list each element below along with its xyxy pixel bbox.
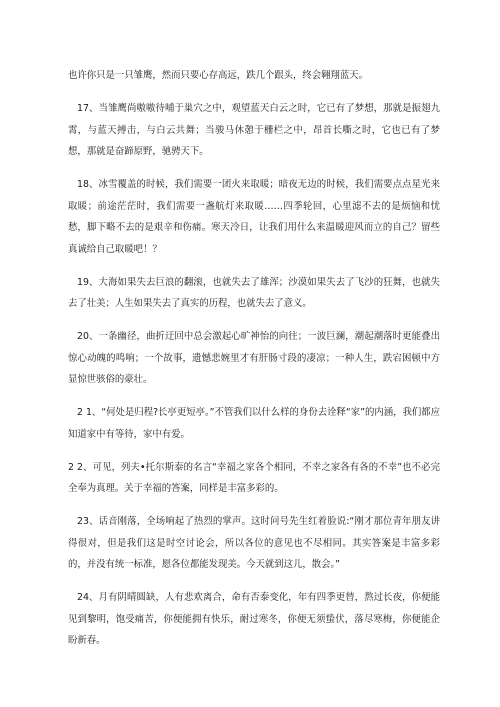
paragraph-21: 2 1、“何处是归程?长亭更短亭。”不管我们以什么样的身份去诠释“家”的内涵，我们都应知道家中有等待，家中有爱。 — [68, 407, 440, 440]
paragraph-24: 24、月有阴晴圆缺，人有悲欢离合，命有否泰变化，年有四季更替，熬过长夜，你便能见到黎明，饱受痛苦，你便能拥有快乐，耐过寒冬，你便无须蛰伏，落尽寒梅，你便能企盼新春。 — [68, 592, 440, 646]
document-page — [68, 65, 440, 663]
paragraph-23: 23、话音刚落，全场响起了热烈的掌声。这时问号先生红着脸说:“刚才那位青年朋友讲得很对，但是我们这是时空讨论会，所以各位的意见也不尽相同。其实答案是丰富多彩的，并没有统一标准，愿各位都能发现美。今天就到这儿，散会。” — [68, 516, 440, 570]
paragraph-intro: 也许你只是一只雏鹰，然而只要心存高远，跌几个跟头，终会翱翔蓝天。 — [68, 70, 369, 81]
paragraph-22: 2 2、可见，列夫•托尔斯泰的名言“幸福之家各个相同，不幸之家各有各的不幸”也不必完全奉为真理。关于幸福的答案，同样是丰富多彩的。 — [68, 461, 440, 494]
paragraph-17: 17、当雏鹰尚嗷嗷待哺于巢穴之中，观望蓝天白云之时，它已有了梦想，那就是振翅九霄，与蓝天搏击，与白云共舞；当骏马休憩于栅栏之中，昂首长嘶之时，它也已有了梦想，那就是奋蹄原野，驰骋天下。 — [68, 103, 440, 157]
paragraph-20: 20、一条幽径，曲折迂回中总会激起心旷神怡的向往；一波巨澜，潮起潮落时更能叠出惊心动魄的鸣响；一个故事，遗憾悲婉里才有肝肠寸段的凄凉；一种人生，跌宕困顿中方显惊世骇俗的豪壮。 — [68, 331, 440, 385]
paragraph-18: 18、冰雪覆盖的时候，我们需要一团火来取暖；暗夜无边的时候，我们需要点点星光来取暖；前途茫茫时，我们需要一盏航灯来取暖……四季轮回，心里滤不去的是烦恼和忧愁，脚下略不去的是艰辛和伤痛。寒天冷日，让我们用什么来温暖迎风而立的自己？留些真诚给自己取暖吧！？ — [68, 179, 440, 255]
paragraph-19: 19、大海如果失去巨浪的翻滚，也就失去了雄浑；沙漠如果失去了飞沙的狂舞，也就失去了壮美；人生如果失去了真实的历程，也就失去了意义。 — [68, 276, 440, 309]
